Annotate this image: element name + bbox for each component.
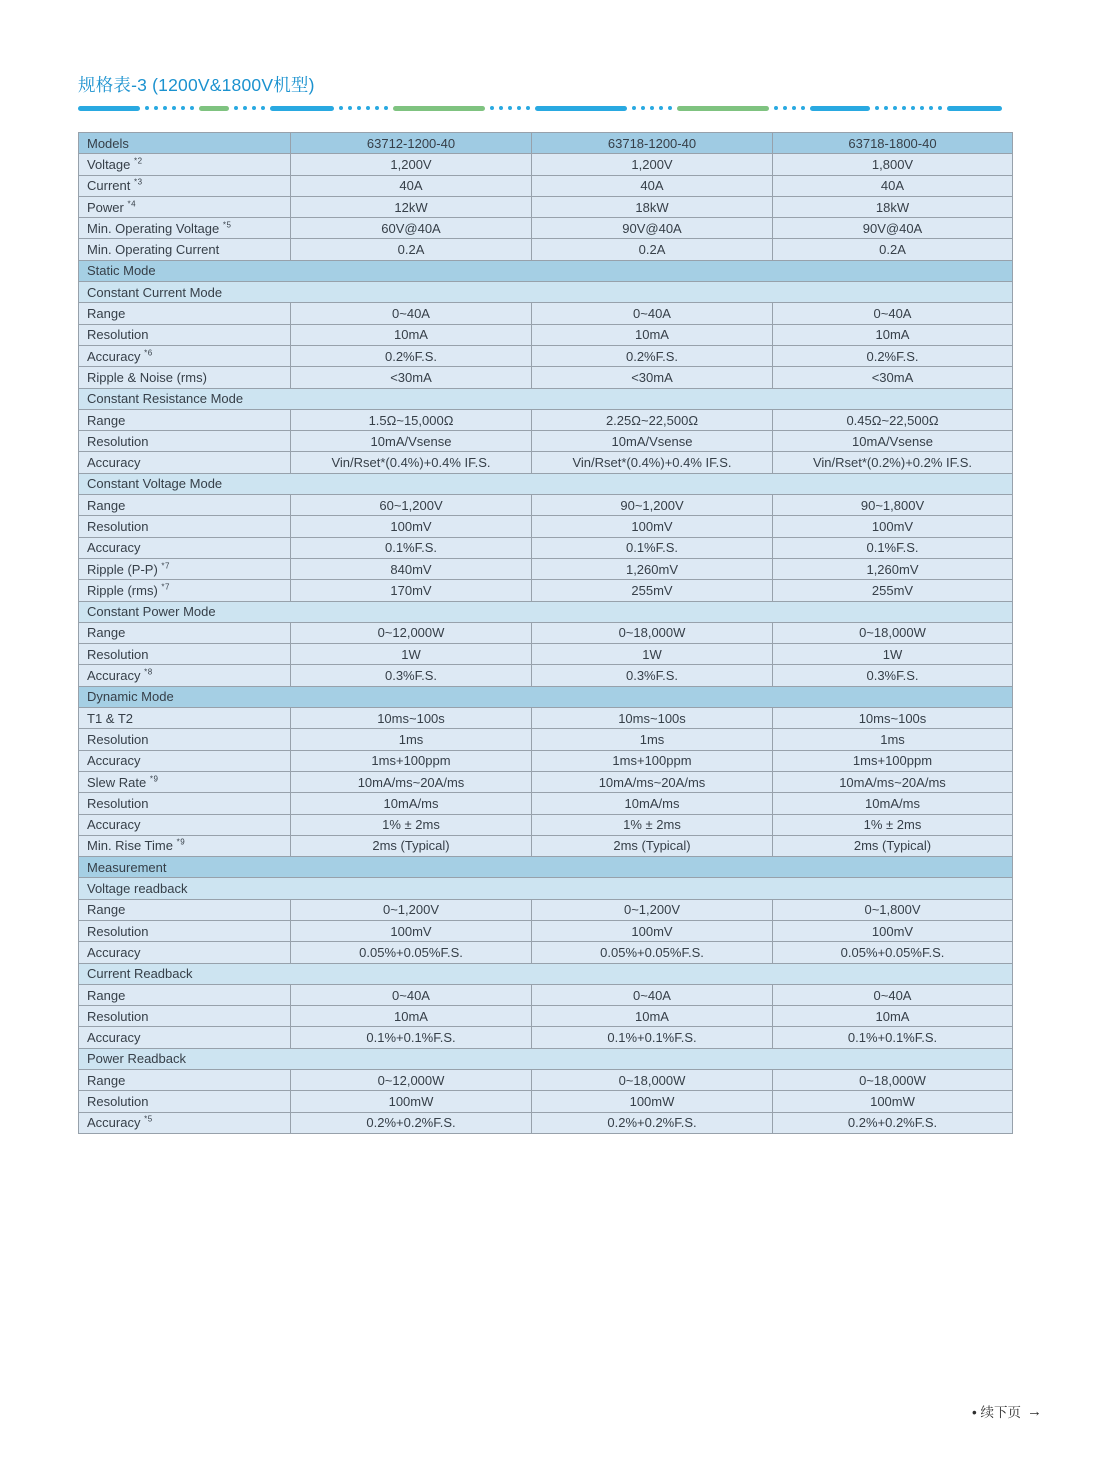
separator-dash [78, 106, 140, 111]
row-label: Resolution [79, 729, 291, 750]
value-cell: 0~18,000W [532, 1070, 773, 1091]
header-title: Models [79, 133, 291, 154]
value-cell: 0.2%+0.2%F.S. [291, 1112, 532, 1133]
value-cell: 1,200V [291, 154, 532, 175]
table-row-data [79, 196, 1013, 217]
separator-dash [393, 106, 485, 111]
row-label: Resolution [79, 793, 291, 814]
separator-dot [659, 106, 663, 110]
table-row-subsection [79, 388, 1013, 409]
separator-dot [911, 106, 915, 110]
separator-dot [875, 106, 879, 110]
row-label: Accuracy [79, 814, 291, 835]
value-cell: 1ms [773, 729, 1013, 750]
value-cell: 0~40A [532, 303, 773, 324]
separator-dot [339, 106, 343, 110]
value-cell: 100mV [532, 516, 773, 537]
separator-dot [499, 106, 503, 110]
value-cell: 100mV [291, 920, 532, 941]
separator-dash [270, 106, 334, 111]
separator-dot [375, 106, 379, 110]
separator-dot [243, 106, 247, 110]
separator-dot [384, 106, 388, 110]
value-cell: 0.2A [532, 239, 773, 260]
footnote-mark: *4 [127, 199, 137, 209]
table-row-data [79, 558, 1013, 579]
subsection-title: Current Readback [79, 963, 1013, 984]
separator-dot [366, 106, 370, 110]
value-cell: 0.05%+0.05%F.S. [773, 942, 1013, 963]
value-cell: 0.3%F.S. [773, 665, 1013, 686]
value-cell: 90V@40A [773, 218, 1013, 239]
separator-dot [792, 106, 796, 110]
row-label: Accuracy [79, 1027, 291, 1048]
value-cell: 10mA/Vsense [532, 431, 773, 452]
table-row-data [79, 814, 1013, 835]
table-row-subsection [79, 1048, 1013, 1069]
value-cell: 0~12,000W [291, 1070, 532, 1091]
value-cell: 100mV [773, 516, 1013, 537]
row-label: Range [79, 899, 291, 920]
table-row-data [79, 495, 1013, 516]
value-cell: 1ms [291, 729, 532, 750]
row-label: Min. Operating Current [79, 239, 291, 260]
value-cell: 0.1%F.S. [773, 537, 1013, 558]
row-label: Slew Rate $^{*9}$ [79, 771, 291, 792]
value-cell: 170mV [291, 580, 532, 601]
separator-dot [632, 106, 636, 110]
value-cell: 0.2A [773, 239, 1013, 260]
table-row-data [79, 793, 1013, 814]
separator-dot [508, 106, 512, 110]
table-row-data [79, 984, 1013, 1005]
value-cell: 10ms~100s [532, 708, 773, 729]
value-cell: 40A [532, 175, 773, 196]
separator-dot [783, 106, 787, 110]
separator-dot [163, 106, 167, 110]
row-label: Range [79, 1070, 291, 1091]
separator-dash [199, 106, 229, 111]
row-label: Range [79, 984, 291, 1005]
table-row-data [79, 303, 1013, 324]
value-cell: 0.2%F.S. [773, 345, 1013, 366]
footnote-mark: *3 [133, 177, 143, 187]
value-cell: 255mV [773, 580, 1013, 601]
value-cell: 0~18,000W [773, 1070, 1013, 1091]
separator-dot [774, 106, 778, 110]
value-cell: <30mA [773, 367, 1013, 388]
separator-dot [902, 106, 906, 110]
table-row-data [79, 409, 1013, 430]
table-row-section [79, 857, 1013, 878]
table-row-data [79, 239, 1013, 260]
subsection-title: Constant Resistance Mode [79, 388, 1013, 409]
separator-dot [641, 106, 645, 110]
value-cell: 1ms+100ppm [532, 750, 773, 771]
value-cell: 12kW [291, 196, 532, 217]
table-row-data [79, 452, 1013, 473]
value-cell: 1% ± 2ms [291, 814, 532, 835]
value-cell: 1.5Ω~15,000Ω [291, 409, 532, 430]
value-cell: 0~1,200V [532, 899, 773, 920]
table-row-data [79, 899, 1013, 920]
table-row-data [79, 771, 1013, 792]
table-row-data [79, 1070, 1013, 1091]
value-cell: 90~1,800V [773, 495, 1013, 516]
page-title: 规格表-3 (1200V&1800V机型) [78, 75, 315, 95]
row-label: Current $^{*3}$ [79, 175, 291, 196]
footnote-mark: *9 [149, 774, 159, 784]
value-cell: 0.1%F.S. [532, 537, 773, 558]
value-cell: 1% ± 2ms [532, 814, 773, 835]
separator-dash [677, 106, 769, 111]
separator-dot [154, 106, 158, 110]
table-row-subsection [79, 963, 1013, 984]
value-cell: 10mA [291, 1006, 532, 1027]
value-cell: 18kW [773, 196, 1013, 217]
table-row-data [79, 516, 1013, 537]
row-label: Accuracy [79, 452, 291, 473]
arrow-right-icon: → [1027, 1402, 1042, 1420]
value-cell: 0~40A [773, 303, 1013, 324]
row-label: Power $^{*4}$ [79, 196, 291, 217]
separator-dot [893, 106, 897, 110]
value-cell: 0~12,000W [291, 622, 532, 643]
row-label: Accuracy $^{*8}$ [79, 665, 291, 686]
value-cell: 100mW [532, 1091, 773, 1112]
table-row-section [79, 686, 1013, 707]
footnote-mark: *8 [144, 667, 153, 677]
row-label: T1 & T2 [79, 708, 291, 729]
section-title: Measurement [79, 857, 1013, 878]
value-cell: 0~40A [532, 984, 773, 1005]
separator-dot [884, 106, 888, 110]
table-row-data [79, 729, 1013, 750]
row-label: Resolution [79, 644, 291, 665]
value-cell: 10ms~100s [291, 708, 532, 729]
value-cell: 1% ± 2ms [773, 814, 1013, 835]
separator-dot [348, 106, 352, 110]
separator-dash [535, 106, 627, 111]
table-row-subsection [79, 878, 1013, 899]
separator-dot [920, 106, 924, 110]
value-cell: 0.3%F.S. [532, 665, 773, 686]
row-label: Range [79, 409, 291, 430]
table-row-data [79, 1006, 1013, 1027]
row-label: Ripple (P-P) $^{*7}$ [79, 558, 291, 579]
row-label: Resolution [79, 920, 291, 941]
value-cell: 63718-1800-40 [773, 133, 1013, 154]
separator-dot [172, 106, 176, 110]
table-row-data [79, 175, 1013, 196]
table-row-subsection [79, 601, 1013, 622]
value-cell: 60V@40A [291, 218, 532, 239]
row-label: Accuracy $^{*5}$ [79, 1112, 291, 1133]
value-cell: 0~1,200V [291, 899, 532, 920]
table-row-data [79, 708, 1013, 729]
value-cell: 100mV [532, 920, 773, 941]
section-title: Static Mode [79, 260, 1013, 281]
value-cell: 100mV [291, 516, 532, 537]
value-cell: 10mA/ms~20A/ms [773, 771, 1013, 792]
subsection-title: Constant Current Mode [79, 282, 1013, 303]
separator-dot [261, 106, 265, 110]
value-cell: 10mA/ms~20A/ms [291, 771, 532, 792]
row-label: Resolution [79, 324, 291, 345]
value-cell: 0.2%F.S. [291, 345, 532, 366]
spec-table [78, 132, 1013, 1134]
separator-dot [668, 106, 672, 110]
subsection-title: Constant Power Mode [79, 601, 1013, 622]
value-cell: 60~1,200V [291, 495, 532, 516]
separator-dot [929, 106, 933, 110]
value-cell: 100mV [773, 920, 1013, 941]
separator-dot [490, 106, 494, 110]
value-cell: 10mA [773, 1006, 1013, 1027]
row-label: Range [79, 303, 291, 324]
value-cell: 90V@40A [532, 218, 773, 239]
value-cell: 100mW [773, 1091, 1013, 1112]
footnote-mark: *6 [144, 348, 153, 358]
value-cell: 2.25Ω~22,500Ω [532, 409, 773, 430]
value-cell: 0~1,800V [773, 899, 1013, 920]
value-cell: 10mA/ms~20A/ms [532, 771, 773, 792]
value-cell: 0.2A [291, 239, 532, 260]
row-label: Resolution [79, 1091, 291, 1112]
row-label: Range [79, 495, 291, 516]
table-row-data [79, 750, 1013, 771]
table-row-data [79, 920, 1013, 941]
value-cell: 2ms (Typical) [291, 835, 532, 856]
value-cell: 0.1%F.S. [291, 537, 532, 558]
table-row-data [79, 622, 1013, 643]
value-cell: Vin/Rset*(0.4%)+0.4% IF.S. [291, 452, 532, 473]
row-label: Ripple (rms) $^{*7}$ [79, 580, 291, 601]
separator-dot [526, 106, 530, 110]
value-cell: 1ms [532, 729, 773, 750]
row-label: Min. Rise Time $^{*9}$ [79, 835, 291, 856]
decorative-separator [78, 105, 1014, 111]
section-title: Dynamic Mode [79, 686, 1013, 707]
separator-dash [947, 106, 1002, 111]
value-cell: 0.2%+0.2%F.S. [532, 1112, 773, 1133]
value-cell: 2ms (Typical) [532, 835, 773, 856]
value-cell: 1ms+100ppm [773, 750, 1013, 771]
value-cell: 10mA/ms [291, 793, 532, 814]
table-row-section [79, 260, 1013, 281]
row-label: Accuracy [79, 942, 291, 963]
table-row-data [79, 537, 1013, 558]
value-cell: 255mV [532, 580, 773, 601]
separator-dot [938, 106, 942, 110]
value-cell: 10mA [291, 324, 532, 345]
value-cell: 0.1%+0.1%F.S. [773, 1027, 1013, 1048]
value-cell: 90~1,200V [532, 495, 773, 516]
table-row-data [79, 644, 1013, 665]
value-cell: 0.45Ω~22,500Ω [773, 409, 1013, 430]
table-row-data [79, 345, 1013, 366]
value-cell: 40A [291, 175, 532, 196]
value-cell: 40A [773, 175, 1013, 196]
value-cell: 1W [773, 644, 1013, 665]
value-cell: Vin/Rset*(0.4%)+0.4% IF.S. [532, 452, 773, 473]
value-cell: 63712-1200-40 [291, 133, 532, 154]
table-row-subsection [79, 282, 1013, 303]
value-cell: 63718-1200-40 [532, 133, 773, 154]
value-cell: 1W [532, 644, 773, 665]
footnote-mark: *9 [176, 838, 186, 848]
value-cell: 10ms~100s [773, 708, 1013, 729]
subsection-title: Constant Voltage Mode [79, 473, 1013, 494]
value-cell: 1,260mV [773, 558, 1013, 579]
value-cell: 2ms (Typical) [773, 835, 1013, 856]
value-cell: 10mA [532, 1006, 773, 1027]
value-cell: 10mA/Vsense [773, 431, 1013, 452]
footnote-mark: *7 [161, 582, 170, 592]
value-cell: <30mA [291, 367, 532, 388]
table-row-data [79, 367, 1013, 388]
subsection-title: Voltage readback [79, 878, 1013, 899]
value-cell: 0~40A [773, 984, 1013, 1005]
table-row-data [79, 154, 1013, 175]
table-row-data [79, 218, 1013, 239]
table-row-subsection [79, 473, 1013, 494]
separator-dash [810, 106, 870, 111]
table-row-data [79, 431, 1013, 452]
value-cell: 100mW [291, 1091, 532, 1112]
value-cell: 1,200V [532, 154, 773, 175]
value-cell: 0.1%+0.1%F.S. [532, 1027, 773, 1048]
value-cell: 0.3%F.S. [291, 665, 532, 686]
value-cell: 0.05%+0.05%F.S. [291, 942, 532, 963]
value-cell: 10mA/ms [773, 793, 1013, 814]
row-label: Resolution [79, 431, 291, 452]
table-row-data [79, 665, 1013, 686]
row-label: Ripple & Noise (rms) [79, 367, 291, 388]
table-row-data [79, 835, 1013, 856]
row-label: Accuracy [79, 750, 291, 771]
table-row-data [79, 324, 1013, 345]
footer-text: • 续下页 [972, 1405, 1021, 1420]
table-row-data [79, 1112, 1013, 1133]
separator-dot [801, 106, 805, 110]
separator-dot [145, 106, 149, 110]
value-cell: 18kW [532, 196, 773, 217]
value-cell: 1W [291, 644, 532, 665]
table-row-data [79, 580, 1013, 601]
table-row-data [79, 942, 1013, 963]
separator-dot [357, 106, 361, 110]
separator-dot [650, 106, 654, 110]
footnote-mark: *5 [222, 220, 232, 230]
row-label: Range [79, 622, 291, 643]
row-label: Accuracy [79, 537, 291, 558]
row-label: Voltage $^{*2}$ [79, 154, 291, 175]
value-cell: 0.1%+0.1%F.S. [291, 1027, 532, 1048]
separator-dot [517, 106, 521, 110]
row-label: Resolution [79, 1006, 291, 1027]
value-cell: 0~18,000W [532, 622, 773, 643]
separator-dot [252, 106, 256, 110]
separator-dot [181, 106, 185, 110]
table-row-data [79, 1027, 1013, 1048]
value-cell: 0.05%+0.05%F.S. [532, 942, 773, 963]
subsection-title: Power Readback [79, 1048, 1013, 1069]
value-cell: 0~40A [291, 984, 532, 1005]
value-cell: 10mA/ms [532, 793, 773, 814]
value-cell: <30mA [532, 367, 773, 388]
value-cell: 0~18,000W [773, 622, 1013, 643]
value-cell: 10mA [773, 324, 1013, 345]
footnote-mark: *7 [161, 561, 170, 571]
value-cell: 1ms+100ppm [291, 750, 532, 771]
value-cell: Vin/Rset*(0.2%)+0.2% IF.S. [773, 452, 1013, 473]
value-cell: 1,800V [773, 154, 1013, 175]
footnote-mark: *2 [134, 156, 143, 166]
row-label: Accuracy $^{*6}$ [79, 345, 291, 366]
value-cell: 0.2%F.S. [532, 345, 773, 366]
row-label: Min. Operating Voltage $^{*5}$ [79, 218, 291, 239]
value-cell: 1,260mV [532, 558, 773, 579]
footnote-mark: *5 [144, 1114, 153, 1124]
table-row-data [79, 1091, 1013, 1112]
separator-dot [190, 106, 194, 110]
value-cell: 10mA/Vsense [291, 431, 532, 452]
value-cell: 0.2%+0.2%F.S. [773, 1112, 1013, 1133]
value-cell: 0~40A [291, 303, 532, 324]
value-cell: 840mV [291, 558, 532, 579]
footer-next-page [972, 1401, 1042, 1421]
value-cell: 10mA [532, 324, 773, 345]
separator-dot [234, 106, 238, 110]
row-label: Resolution [79, 516, 291, 537]
table-row-header [79, 133, 1013, 154]
